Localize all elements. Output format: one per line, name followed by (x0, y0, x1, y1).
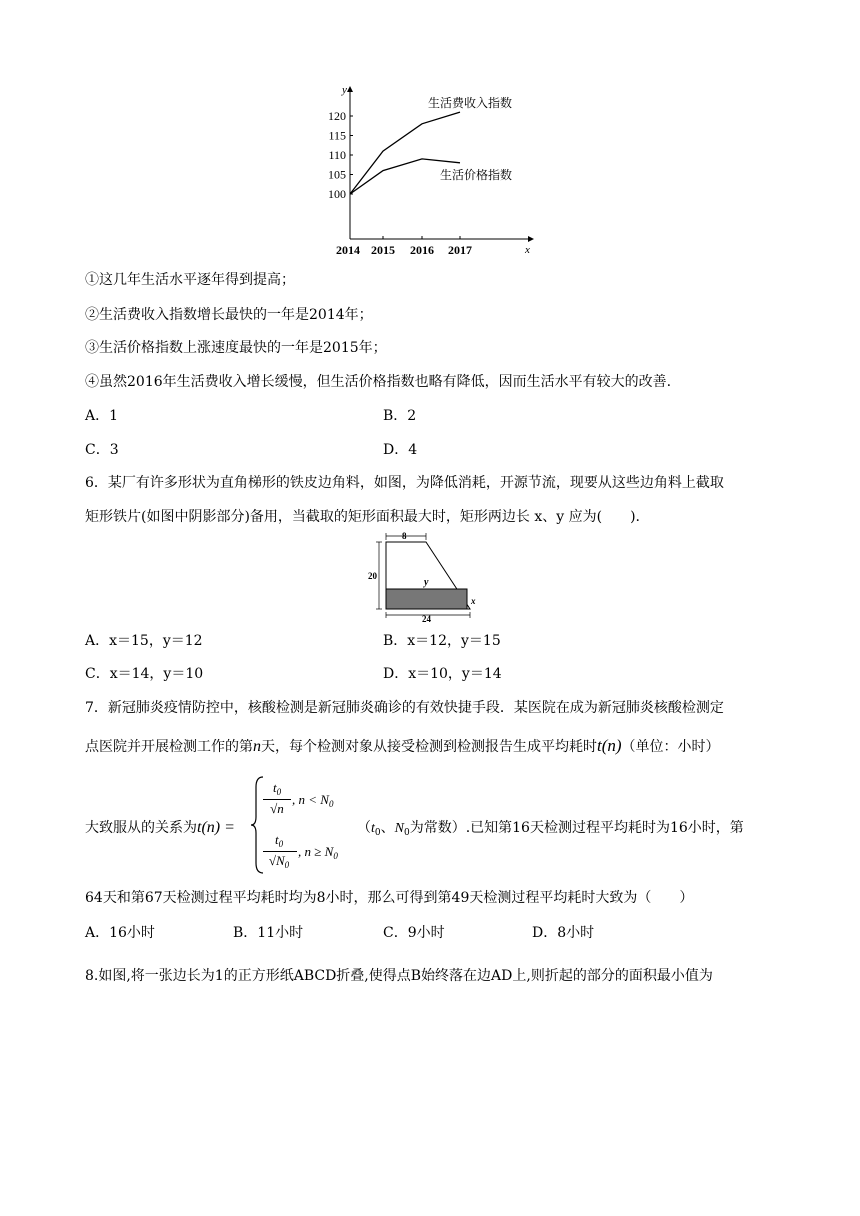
q6-option-a: A．x＝15，y＝12 (85, 633, 203, 649)
q7-line1: 7．新冠肺炎疫情防控中，核酸检测是新冠肺炎确诊的有效快捷手段．某医院在成为新冠肺炎核酸检测定 (85, 700, 724, 716)
y-tick-label: 110 (328, 148, 346, 162)
q7-option-d: D．8小时 (532, 925, 595, 941)
q5-option-d: D．4 (383, 442, 418, 458)
var-n: n (253, 738, 261, 755)
q8-line1: 8.如图,将一张边长为1的正方形纸ABCD折叠,使得点B始终落在边AD上,则折起的部分的面积最小值为 (85, 968, 713, 984)
x-tick-label: 2014 (336, 243, 360, 257)
q7-line4: 64天和第67天检测过程平均耗时均为8小时，那么可得到第49天检测过程平均耗时大致为（ ） (85, 890, 694, 906)
y-tick-label: 105 (328, 167, 346, 182)
y-tick-label: 120 (328, 109, 346, 123)
q6-text-line2: 矩形铁片(如图中阴影部分)备用，当截取的矩形面积最大时，矩形两边长 x、y 应为( ). (85, 509, 641, 525)
q6-option-b: B．x＝12，y＝15 (383, 633, 501, 649)
label-y: y (424, 577, 429, 588)
q5-option-a: A．1 (85, 408, 119, 424)
q5-statement-2: ②生活费收入指数增长最快的一年是2014年； (85, 307, 373, 323)
x-tick-label: 2017 (448, 243, 472, 257)
q5-statement-1: ①这几年生活水平逐年得到提高； (85, 272, 295, 288)
q6-option-c: C．x＝14，y＝10 (85, 666, 204, 682)
x-tick-label: 2016 (410, 243, 434, 257)
label-x: x (471, 596, 476, 606)
q7-option-b: B．11小时 (233, 925, 304, 941)
shaded-rectangle (386, 589, 467, 609)
y-axis-arrow (347, 86, 353, 92)
q6-text-line1: 6．某厂有许多形状为直角梯形的铁皮边角料，如图，为降低消耗，开源节流，现要从这些边角料上截取 (85, 475, 724, 491)
series-label-1: 生活费收入指数 (428, 96, 513, 110)
x-tick-label: 2015 (371, 243, 395, 257)
q7-line3-prefix: 大致服从的关系为t(n) = (85, 819, 235, 836)
y-tick-label: 100 (328, 187, 346, 201)
trapezoid-figure (362, 532, 492, 624)
label-left-height: 20 (368, 571, 377, 581)
q7-option-a: A．16小时 (85, 925, 155, 941)
label-top-length: 8 (402, 532, 407, 541)
x-axis-symbol: x (525, 244, 530, 256)
line-chart (320, 80, 540, 260)
q6-option-d: D．x＝10，y＝14 (383, 666, 502, 682)
expr-tn: t(n) (597, 736, 622, 755)
q5-option-c: C．3 (85, 442, 119, 458)
q7-line3-suffix: （$t_0$、$N_0$为常数）.已知第16天检测过程平均耗时为16小时，第 (357, 820, 744, 838)
y-axis-symbol: y (342, 84, 347, 96)
q5-statement-4: ④虽然2016年生活费收入增长缓慢，但生活价格指数也略有降低，因而生活水平有较大的改善. (85, 374, 672, 390)
q5-statement-3: ③生活价格指数上涨速度最快的一年是2015年； (85, 340, 387, 356)
series-label-2: 生活价格指数 (440, 168, 513, 182)
q7-line2: 点医院并开展检测工作的第n天，每个检测对象从接受检测到检测报告生成平均耗时t(n)（单位：小时） (85, 736, 720, 755)
y-tick-label: 115 (328, 128, 346, 143)
q5-option-b: B．2 (383, 408, 417, 424)
q7-option-c: C．9小时 (383, 925, 445, 941)
label-bottom-length: 24 (422, 614, 431, 624)
x-axis-arrow (528, 236, 534, 242)
